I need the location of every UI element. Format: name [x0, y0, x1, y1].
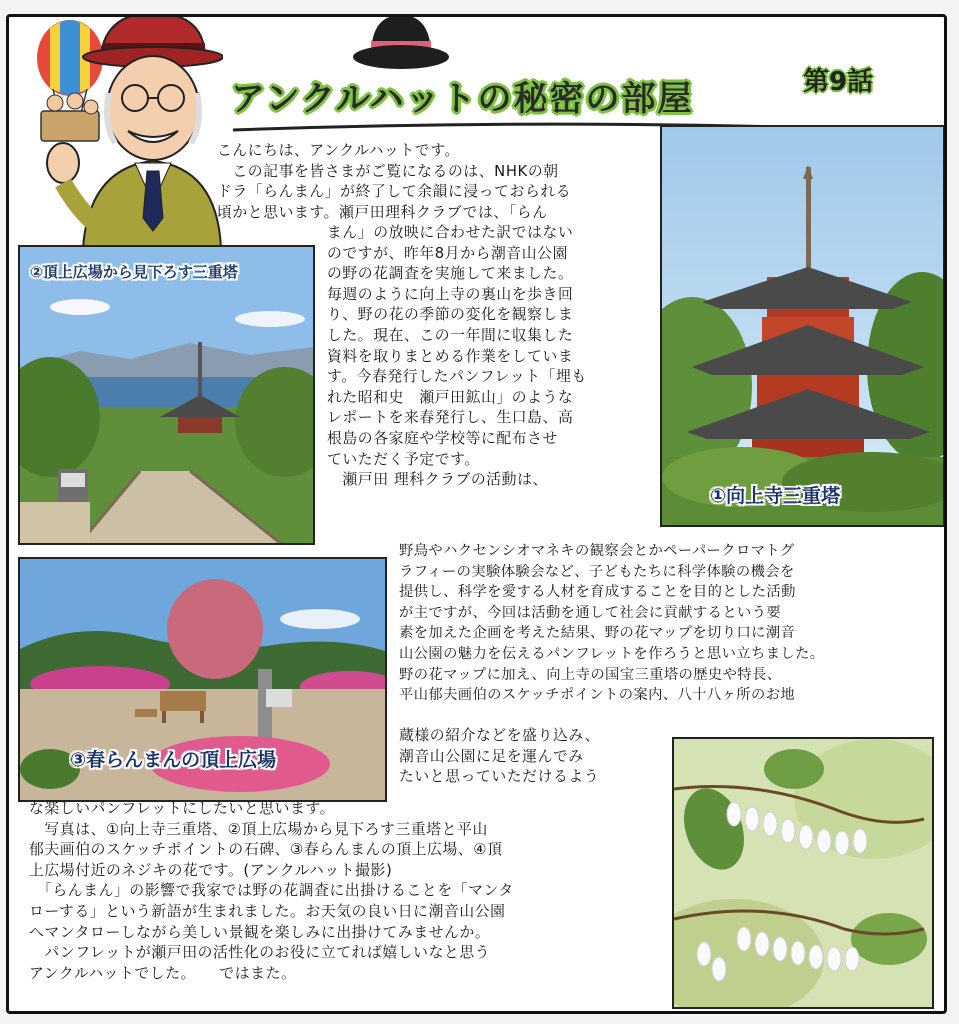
text-line: 毎週のように向上寺の裏山を歩き回: [327, 285, 574, 303]
photo-flowers: [672, 737, 934, 1009]
flowers-image: [674, 739, 932, 1007]
text-block-narrow: [399, 726, 600, 788]
text-line: が主ですが、今回は活動を通して社会に貢献するという要: [399, 604, 782, 621]
article-frame: [6, 14, 947, 1014]
photo-spring-plaza: [18, 557, 387, 802]
text-line: す。今春発行したパンフレット「埋も: [327, 368, 587, 386]
text-line: 提供し、科学を愛する人材を育成することを目的とした活動: [399, 584, 796, 601]
text-line: 郁夫画伯のスケッチポイントの石碑、③春らんまんの頂上広場、④頂: [29, 841, 503, 859]
text-line: な楽しいパンフレットにしたいと思います。: [29, 800, 336, 817]
hat-icon: [351, 14, 451, 75]
text-block-middle: [327, 223, 587, 491]
text-line: れた昭和史 瀬戸田鉱山」のような: [327, 388, 574, 406]
text-line: 山公園の魅力を伝えるパンフレットを作ろうと思い立ちました。: [399, 645, 825, 662]
text-line: ローする」という新語が生まれました。お天気の良い日に潮音山公園: [29, 902, 506, 920]
text-line: 根島の各家庭や学校等に配布させ: [327, 429, 558, 447]
photo-pagoda: [660, 125, 945, 527]
text-line: この記事を皆さまがご覧になるのは、NHKの朝: [217, 162, 559, 180]
text-line: パンフレットが瀬戸田の活性化のお役に立てれば嬉しいなと思う: [29, 944, 491, 962]
text-line: 素を加えた企画を考えた結果、野の花マップを切り口に潮音: [399, 625, 796, 642]
mascot-illustration: [23, 14, 223, 248]
text-line: 野鳥やハクセンシオマネキの観察会とかペーパークロマトグ: [399, 543, 795, 559]
pagoda-image: [662, 127, 943, 525]
text-line: した。現在、この一年間に収集した: [327, 326, 574, 344]
caption-photo-1: ①向上寺三重塔: [710, 485, 841, 507]
text-line: こんにちは、アンクルハットです。: [217, 142, 460, 159]
photo-summit-view: [18, 245, 315, 545]
text-line: 写真は、①向上寺三重塔、②頂上広場から見下ろす三重塔と平山: [29, 820, 488, 838]
text-line: 蔵様の紹介などを盛り込み、: [399, 727, 601, 744]
caption-photo-2: ②頂上広場から見下ろす三重塔: [30, 263, 238, 281]
text-line: 資料を取りまとめる作業をしていま: [327, 347, 574, 365]
text-block-top: [217, 141, 571, 223]
text-line: ドラ「らんまん」が終了して余韻に浸っておられる: [217, 183, 572, 201]
text-line: 潮音山公園に足を運んでみ: [399, 747, 584, 765]
text-line: のですが、昨年8月から潮音山公園: [327, 244, 568, 262]
text-line: ていただく予定です。: [327, 450, 480, 468]
text-block-wide: [399, 541, 825, 706]
text-line: レポートを来春発行し、生口島、高: [327, 409, 574, 427]
text-line: 平山郁夫画伯のスケッチポイントの案内、八十八ヶ所のお地: [399, 687, 796, 704]
text-line: 頃かと思います。瀬戸田理科クラブでは、「らん: [217, 203, 548, 221]
text-line: 「らんまん」の影響で我家では野の花調査に出掛けることを「マンタ: [29, 882, 514, 900]
text-block-bottom: [29, 799, 514, 984]
text-line: 瀬戸田 理科クラブの活動は、: [327, 471, 548, 489]
summit-view-image: [20, 247, 313, 543]
text-line: アンクルハットでした。 ではまた。: [29, 964, 297, 982]
page-title: アンクルハットの秘密の部屋: [231, 79, 694, 119]
text-line: へマンタローしながら美しい景観を楽しみに出掛けてみませんか。: [29, 923, 491, 941]
episode-label: 第9話: [803, 67, 874, 97]
text-line: り、野の花の季節の変化を観察しま: [327, 306, 574, 324]
text-line: の野の花調査を実施して来ました。: [327, 265, 574, 283]
text-line: ラフィーの実験体験会など、子どもたちに科学体験の機会を: [399, 563, 795, 580]
text-line: まん」の放映に合わせた訳ではない: [327, 224, 574, 241]
text-line: 野の花マップに加え、向上寺の国宝三重塔の歴史や特長、: [399, 666, 782, 683]
text-line: たいと思っていただけるよう: [399, 768, 600, 786]
caption-photo-3: ③春らんまんの頂上広場: [70, 749, 277, 771]
text-line: 上広場付近のネジキの花です。(アンクルハット撮影): [29, 861, 393, 879]
